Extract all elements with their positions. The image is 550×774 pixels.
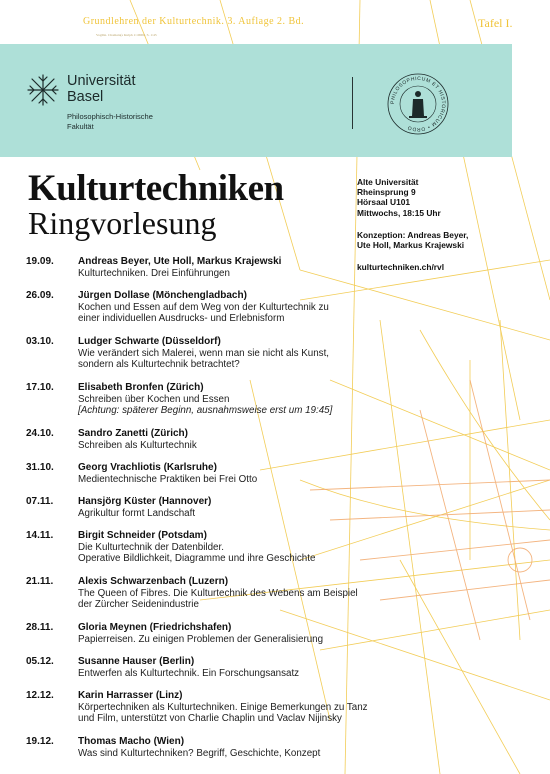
lecture-date: 19.09. bbox=[26, 256, 54, 267]
lecture-title-line: Agrikultur formt Landschaft bbox=[78, 507, 196, 519]
lecture-speaker: Susanne Hauser (Berlin) bbox=[78, 656, 195, 667]
lecture-title-line: und Film, unterstützt von Charlie Chaplin und Vaclav Nijinsky bbox=[78, 713, 342, 725]
lecture-date: 24.10. bbox=[26, 428, 54, 439]
university-name bbox=[67, 73, 136, 105]
page-title: Kulturtechniken bbox=[28, 168, 284, 209]
faculty-name-line: Fakultät bbox=[67, 122, 94, 131]
concept-line: Ute Holl, Markus Krajewski bbox=[357, 240, 465, 251]
lecture-title-line: einer individuellen Ausdrucks- und Erlebnisform bbox=[78, 313, 285, 325]
lecture-title-line: Kochen und Essen auf dem Weg von der Kulturtechnik zu bbox=[78, 301, 329, 313]
lecture-date: 14.11. bbox=[26, 530, 54, 541]
page-subtitle: Ringvorlesung bbox=[28, 205, 217, 241]
lecture-date: 28.11. bbox=[26, 622, 54, 633]
concept-info bbox=[357, 230, 468, 250]
lecture-date: 31.10. bbox=[26, 462, 54, 473]
lecture-speaker: Jürgen Dollase (Mönchengladbach) bbox=[78, 290, 247, 301]
lecture-speaker: Thomas Macho (Wien) bbox=[78, 736, 185, 747]
venue-line: Hörsaal U101 bbox=[357, 197, 411, 208]
faculty-name bbox=[67, 112, 217, 132]
lecture-date: 03.10. bbox=[26, 336, 54, 347]
venue-info bbox=[357, 177, 441, 218]
header-divider bbox=[352, 77, 353, 129]
background-tafel-label: Tafel I. bbox=[478, 16, 513, 30]
lecture-speaker: Andreas Beyer, Ute Holl, Markus Krajewski bbox=[78, 256, 282, 267]
university-name-line: Universität bbox=[67, 73, 136, 89]
lecture-date: 12.12. bbox=[26, 690, 54, 701]
basel-university-star-logo-icon bbox=[26, 73, 60, 107]
lecture-title-line: Entwerfen als Kulturtechnik. Ein Forschungsansatz bbox=[78, 667, 300, 679]
university-name-line: Basel bbox=[67, 89, 104, 105]
lecture-speaker: Elisabeth Bronfen (Zürich) bbox=[78, 382, 204, 393]
lecture-title-line: Schreiben über Kochen und Essen bbox=[78, 393, 230, 405]
faculty-name-line: Philosophisch-Historische bbox=[67, 112, 153, 121]
concept-line: Konzeption: Andreas Beyer, bbox=[357, 230, 469, 240]
lecture-title-line: Körpertechniken als Kulturtechniken. Einige Bemerkungen zu Tanz bbox=[78, 701, 368, 713]
lecture-title-line: The Queen of Fibres. Die Kulturtechnik des Webens am Beispiel bbox=[78, 587, 358, 599]
lecture-speaker: Hansjörg Küster (Hannover) bbox=[78, 496, 212, 507]
lecture-speaker: Alexis Schwarzenbach (Luzern) bbox=[78, 576, 229, 587]
lecture-title-line: Medientechnische Praktiken bei Frei Otto bbox=[78, 473, 258, 485]
lecture-date: 17.10. bbox=[26, 382, 54, 393]
seal-text: PHILOSOPHICUM ET HISTORICUM • ORDO bbox=[389, 75, 447, 133]
lecture-date: 21.11. bbox=[26, 576, 54, 587]
lecture-speaker: Ludger Schwarte (Düsseldorf) bbox=[78, 336, 221, 347]
background-header-text: Grundlehren der Kulturtechnik. 3. Auflage 2. Bd. bbox=[83, 16, 305, 27]
lecture-speaker: Birgit Schneider (Potsdam) bbox=[78, 530, 207, 541]
lecture-date: 07.11. bbox=[26, 496, 54, 507]
venue-line: Mittwochs, 18:15 Uhr bbox=[357, 207, 441, 218]
lecture-date: 05.12. bbox=[26, 656, 54, 667]
lecture-title-line: Kulturtechniken. Drei Einführungen bbox=[78, 267, 230, 279]
lecture-title-line: Die Kulturtechnik der Datenbilder. bbox=[78, 541, 224, 553]
lecture-date: 26.09. bbox=[26, 290, 54, 301]
venue-line: Rheinsprung 9 bbox=[357, 187, 416, 198]
lecture-title-line: sondern als Kulturtechnik betrachtet? bbox=[78, 359, 240, 371]
background-small-text: Vogtlin. Chamata(s Kulph 1:10000, S. 1/45 bbox=[96, 33, 157, 37]
lecture-title-line: Wie verändert sich Malerei, wenn man sie nicht als Kunst, bbox=[78, 347, 330, 359]
lecture-date: 19.12. bbox=[26, 736, 54, 747]
lecture-title-line: Schreiben als Kulturtechnik bbox=[78, 439, 197, 451]
lecture-speaker: Gloria Meynen (Friedrichshafen) bbox=[78, 622, 232, 633]
lecture-note: [Achtung: späterer Beginn, ausnahmsweise erst um 19:45] bbox=[78, 405, 333, 417]
website-link[interactable]: kulturtechniken.ch/rvl bbox=[357, 262, 445, 272]
lecture-title-line: Operative Bildlichkeit, Diagramme und ihre Geschichte bbox=[78, 553, 316, 565]
lecture-title-line: der Zürcher Seidenindustrie bbox=[78, 599, 199, 611]
lecture-title-line: Was sind Kulturtechniken? Begriff, Geschichte, Konzept bbox=[78, 747, 321, 759]
lecture-speaker: Georg Vrachliotis (Karlsruhe) bbox=[78, 462, 217, 473]
lecture-speaker: Karin Harrasser (Linz) bbox=[78, 690, 183, 701]
venue-line: Alte Universität bbox=[357, 177, 419, 187]
lecture-title-line: Papierreisen. Zu einigen Problemen der Generalisierung bbox=[78, 633, 324, 645]
philosophicum-et-historicum-seal-icon bbox=[386, 72, 450, 136]
lecture-speaker: Sandro Zanetti (Zürich) bbox=[78, 428, 188, 439]
